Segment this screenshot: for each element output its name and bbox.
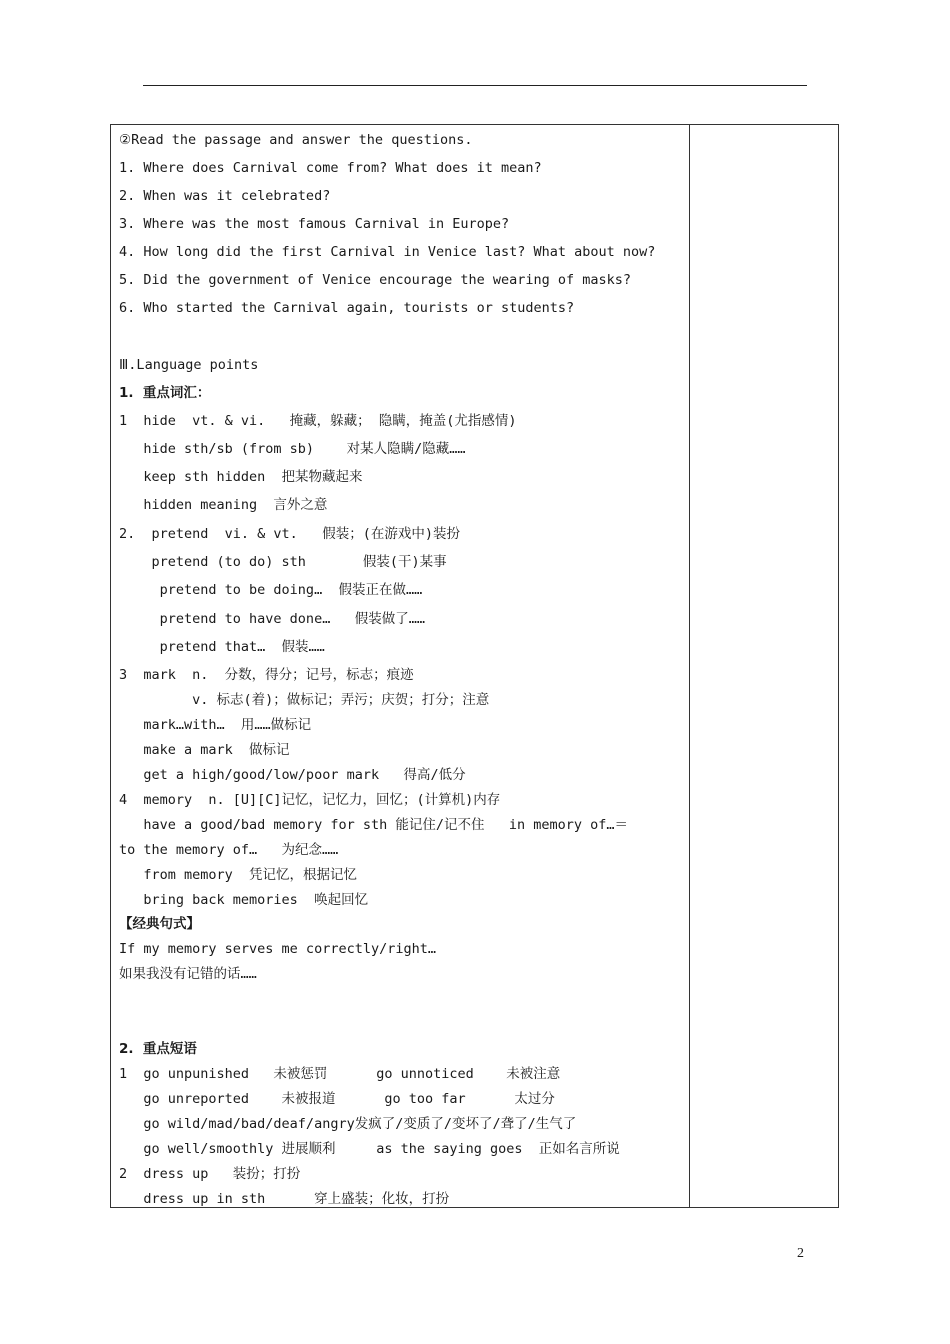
reading-instruction: ②Read the passage and answer the questions.	[119, 132, 473, 148]
vocab-line: have a good/bad memory for sth 能记住/记不住 in memory of…＝	[119, 817, 629, 833]
question-3: 3. Where was the most famous Carnival in Europe?	[119, 216, 510, 232]
vocab-line: v. 标志(着)；做标记；弄污；庆贺；打分；注意	[119, 692, 490, 708]
sentence-line: 如果我没有记错的话……	[119, 966, 257, 982]
vocab-line: pretend that… 假装……	[119, 639, 325, 655]
vocab-line: 2. pretend vi. & vt. 假装；(在游戏中)装扮	[119, 526, 460, 542]
vocab-line: 4 memory n. [U][C]记忆，记忆力，回忆；(计算机)内存	[119, 792, 501, 808]
question-2: 2. When was it celebrated?	[119, 188, 331, 204]
vocab-heading: 1. 重点词汇：	[119, 385, 211, 401]
vocab-line: from memory 凭记忆，根据记忆	[119, 867, 358, 883]
phrase-line: 2 dress up 装扮；打扮	[119, 1166, 301, 1182]
vocab-line: pretend to be doing… 假装正在做……	[119, 582, 423, 598]
sentence-line: If my memory serves me correctly/right…	[119, 941, 436, 957]
phrase-line: dress up in sth 穿上盛装；化妆，打扮	[119, 1191, 450, 1207]
phrase-heading: 2. 重点短语	[119, 1041, 197, 1057]
vocab-line: make a mark 做标记	[119, 742, 290, 758]
phrase-line: go well/smoothly 进展顺利 as the saying goes 正如名言所说	[119, 1141, 620, 1157]
vocab-line: keep sth hidden 把某物藏起来	[119, 469, 363, 485]
vocab-line: get a high/good/low/poor mark 得高/低分	[119, 767, 466, 783]
page-number: 2	[797, 1246, 804, 1261]
vocab-line: to the memory of… 为纪念……	[119, 842, 339, 858]
vocab-line: 3 mark n. 分数，得分；记号，标志；痕迹	[119, 667, 414, 683]
column-divider	[689, 125, 690, 1207]
vocab-line: pretend (to do) sth 假装(干)某事	[119, 554, 447, 570]
question-5: 5. Did the government of Venice encourage the wearing of masks?	[119, 272, 632, 288]
sentence-heading: 【经典句式】	[119, 916, 200, 932]
vocab-line: pretend to have done… 假装做了……	[119, 611, 425, 627]
question-4: 4. How long did the first Carnival in Venice last? What about now?	[119, 244, 656, 260]
phrase-line: 1 go unpunished 未被惩罚 go unnoticed 未被注意	[119, 1066, 561, 1082]
language-points-heading: Ⅲ.Language points	[119, 357, 259, 373]
question-1: 1. Where does Carnival come from? What does it mean?	[119, 160, 542, 176]
vocab-line: 1 hide vt. & vi. 掩藏，躲藏； 隐瞒，掩盖(尤指感情)	[119, 413, 517, 429]
phrase-line: go unreported 未被报道 go too far 太过分	[119, 1091, 555, 1107]
lesson-table	[110, 124, 839, 1208]
question-6: 6. Who started the Carnival again, tourists or students?	[119, 300, 575, 316]
vocab-line: mark…with… 用……做标记	[119, 717, 312, 733]
vocab-line: hide sth/sb (from sb) 对某人隐瞒/隐藏……	[119, 441, 466, 457]
vocab-line: hidden meaning 言外之意	[119, 497, 328, 513]
phrase-line: go wild/mad/bad/deaf/angry发疯了/变质了/变坏了/聋了/生气了	[119, 1116, 577, 1132]
header-rule	[143, 85, 807, 86]
vocab-line: bring back memories 唤起回忆	[119, 892, 369, 908]
